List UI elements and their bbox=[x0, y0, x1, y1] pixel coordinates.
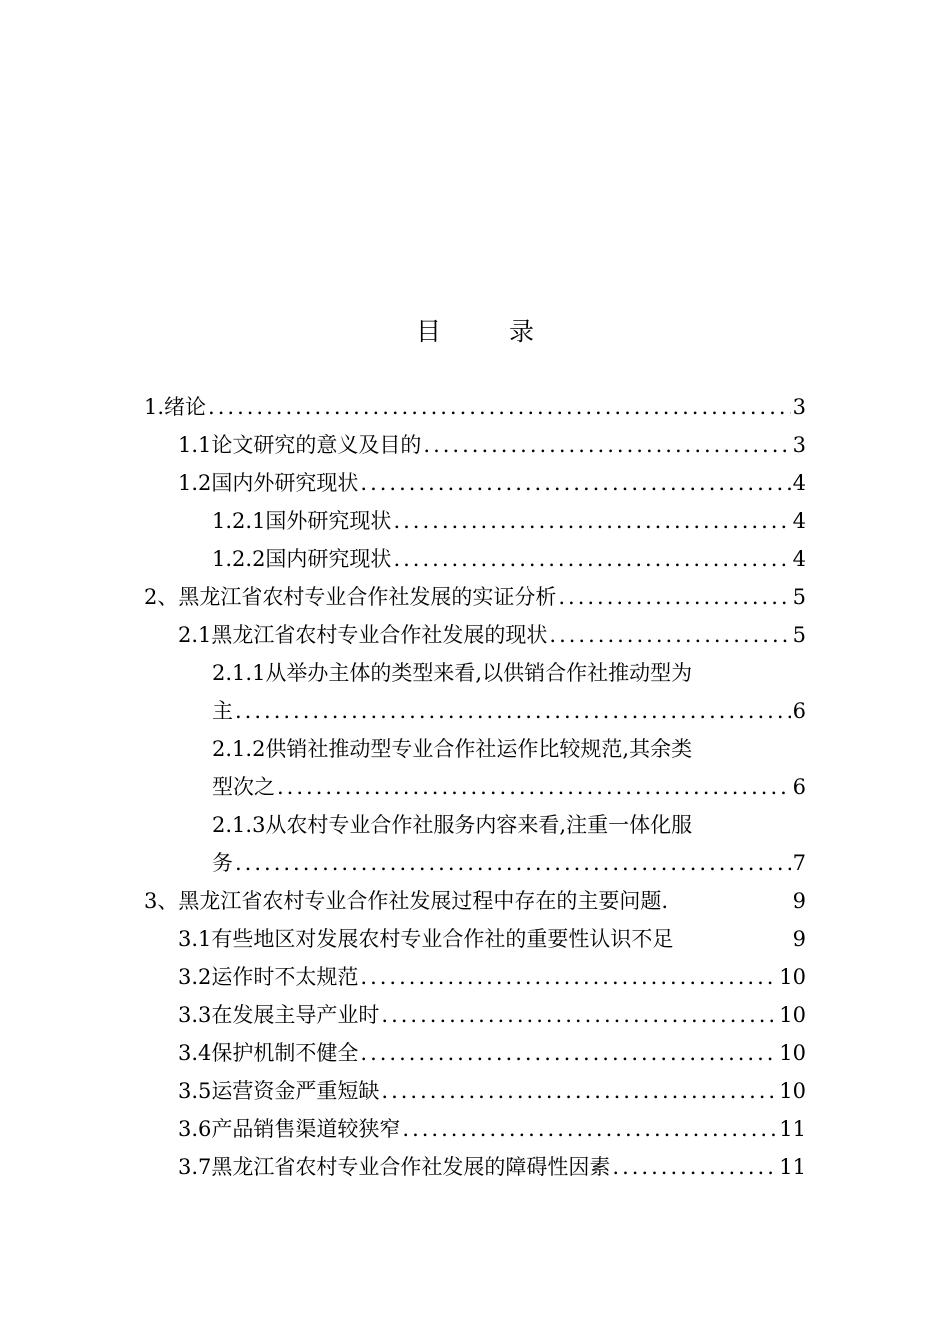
toc-entry-page-number: 10 bbox=[779, 1079, 806, 1103]
dot-leader bbox=[423, 426, 790, 464]
toc-entry-page-number: 9 bbox=[792, 927, 806, 951]
toc-entry-text: 3.5运营资金严重短缺 bbox=[178, 1079, 380, 1103]
toc-entry-text-line1: 2.1.1从举办主体的类型来看,以供销合作社推动型为 bbox=[212, 661, 693, 685]
toc-entry[interactable] bbox=[178, 958, 806, 996]
toc-entry-text: 3.3在发展主导产业时 bbox=[178, 1003, 380, 1027]
toc-entry[interactable] bbox=[178, 616, 806, 654]
toc-entry-text: 3.4保护机制不健全 bbox=[178, 1041, 359, 1065]
toc-entry[interactable] bbox=[144, 388, 806, 426]
page-title: 目 录 bbox=[416, 317, 564, 346]
toc-entry-text: 主 bbox=[212, 699, 233, 723]
toc-entry-page-number: 10 bbox=[779, 965, 806, 989]
dot-leader bbox=[558, 578, 790, 616]
toc-entry-text: 3.6产品销售渠道较狭窄 bbox=[178, 1117, 401, 1141]
toc-entry[interactable] bbox=[178, 1110, 806, 1148]
toc-entry-text: 1.2.2国内研究现状 bbox=[212, 547, 392, 571]
toc-entry-text: 1.2.1国外研究现状 bbox=[212, 509, 392, 533]
toc-entry[interactable] bbox=[178, 1034, 806, 1072]
toc-entry[interactable] bbox=[212, 730, 806, 806]
toc-entry[interactable] bbox=[212, 540, 806, 578]
toc-entry-page-number: 5 bbox=[792, 623, 806, 647]
dot-leader bbox=[208, 388, 791, 426]
toc-entry-page-number: 4 bbox=[792, 547, 806, 571]
toc-entry[interactable] bbox=[212, 806, 806, 882]
toc-entry-page-number: 10 bbox=[779, 1003, 806, 1027]
dot-leader bbox=[235, 844, 791, 882]
toc-entry-page-number: 4 bbox=[792, 471, 806, 495]
toc-entry-page-number: 3 bbox=[792, 395, 806, 419]
toc-entry-text: 务 bbox=[212, 851, 233, 875]
toc-entry[interactable] bbox=[178, 1148, 806, 1186]
toc-entry-text: 3.1有些地区对发展农村专业合作社的重要性认识不足 bbox=[178, 927, 674, 951]
toc-entry-text: 3.7黑龙江省农村专业合作社发展的障碍性因素 bbox=[178, 1155, 611, 1179]
dot-leader bbox=[360, 1034, 777, 1072]
toc-entry[interactable] bbox=[178, 996, 806, 1034]
toc-entry-text: 1.绪论 bbox=[144, 395, 207, 419]
toc-entry-page-number: 5 bbox=[792, 585, 806, 609]
toc-entry[interactable] bbox=[178, 426, 806, 464]
toc-entry-text: 1.2国内外研究现状 bbox=[178, 471, 359, 495]
toc-entry[interactable] bbox=[144, 578, 806, 616]
toc-entry[interactable] bbox=[212, 654, 806, 730]
dot-leader bbox=[612, 1148, 777, 1186]
toc-entry-page-number: 6 bbox=[792, 775, 806, 799]
toc-entry-text: 1.1论文研究的意义及目的 bbox=[178, 433, 422, 457]
toc-entry-text: 2.1黑龙江省农村专业合作社发展的现状 bbox=[178, 623, 548, 647]
toc-entry-page-number: 11 bbox=[779, 1117, 806, 1141]
dot-leader bbox=[393, 502, 790, 540]
dot-leader bbox=[381, 1072, 777, 1110]
toc-entry[interactable] bbox=[212, 502, 806, 540]
toc-entry-page-number: 3 bbox=[792, 433, 806, 457]
toc-entry[interactable] bbox=[178, 920, 806, 958]
dot-leader bbox=[235, 692, 791, 730]
toc-entry[interactable] bbox=[178, 1072, 806, 1110]
dot-leader bbox=[549, 616, 790, 654]
toc-entry[interactable] bbox=[144, 882, 806, 920]
dot-leader bbox=[381, 996, 777, 1034]
toc-entry-text-line1: 2.1.3从农村专业合作社服务内容来看,注重一体化服 bbox=[212, 813, 693, 837]
toc-entry-page-number: 10 bbox=[779, 1041, 806, 1065]
toc-entry-page-number: 7 bbox=[792, 851, 806, 875]
toc-entry-page-number: 4 bbox=[792, 509, 806, 533]
toc-entry-text: 3.2运作时不太规范 bbox=[178, 965, 359, 989]
dot-leader bbox=[277, 768, 791, 806]
dot-leader bbox=[393, 540, 790, 578]
toc-entry-page-number: 6 bbox=[792, 699, 806, 723]
dot-leader bbox=[360, 958, 777, 996]
toc-entry-text: 3、黑龙江省农村专业合作社发展过程中存在的主要问题. bbox=[144, 889, 669, 913]
dot-leader bbox=[402, 1110, 777, 1148]
toc-entry-page-number: 11 bbox=[779, 1155, 806, 1179]
toc-entry-text: 型次之 bbox=[212, 775, 275, 799]
toc-entry-page-number: 9 bbox=[792, 889, 806, 913]
toc-entry-text: 2、黑龙江省农村专业合作社发展的实证分析 bbox=[144, 585, 557, 609]
toc-entry-text-line1: 2.1.2供销社推动型专业合作社运作比较规范,其余类 bbox=[212, 737, 693, 761]
toc-entry[interactable] bbox=[178, 464, 806, 502]
dot-leader bbox=[360, 464, 790, 502]
table-of-contents bbox=[144, 388, 806, 1186]
